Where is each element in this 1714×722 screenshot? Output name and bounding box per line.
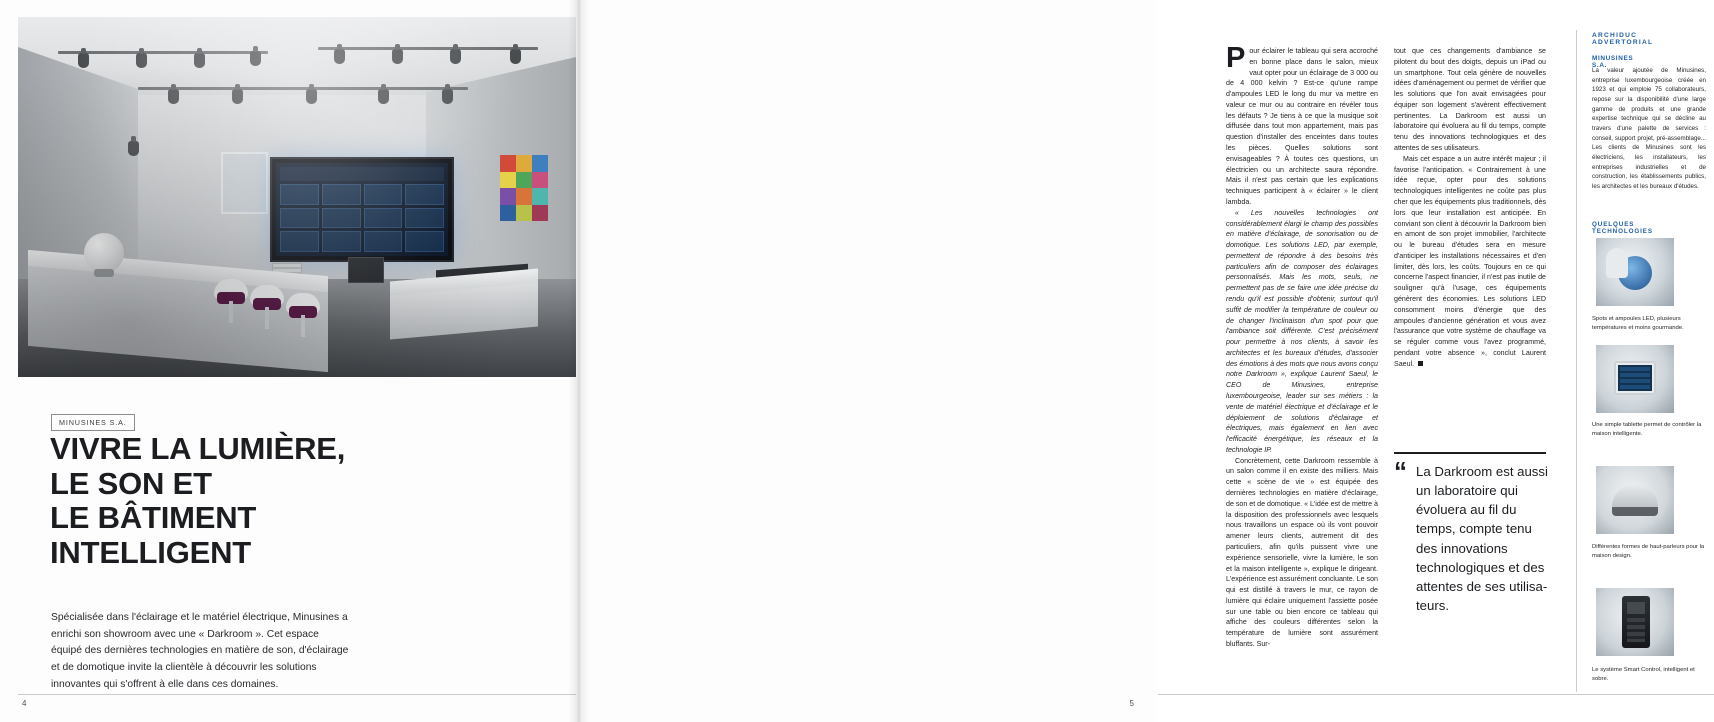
rail-company-text: La valeur ajoutée de Minusines, entreprise luxembourgeoise créée en 1923 et qui emploie 75 collaborateurs, repose sur la disponibilité d'une large gamme de produits et une grande expertise technique qui se décline au travers d'une palette de services : conseil, support projet, pré-assemblage... Les clients de Minusines sont les électriciens, les installateurs, les entreprises industrielles et de construction, les établissements publics, les architectes et les bureaux d'études. [1592,67,1706,191]
pull-quote: La Darkroom est aussi un laboratoire qui évoluera au fil du temps, compte tenu des innovations technologiques et des attentes de ses utilisa-teurs. [1416,464,1548,613]
led-spot-icon [1596,238,1674,306]
rail-caption: Différentes formes de haut-parleurs pour la maison design. [1592,544,1705,559]
rail-divider [1576,30,1577,692]
hero-photo [18,17,576,377]
body-column-left [1226,42,1378,650]
right-page [578,0,1706,722]
photo-lighting-overlay [18,17,576,377]
rail-caption: Le système Smart Control, intelligent et sobre. [1592,667,1695,682]
smart-control-icon [1596,588,1674,656]
left-page-rule [18,694,576,695]
body-paragraph [1226,42,1378,208]
folio-left: 4 [22,699,27,708]
standfirst: Spécialisée dans l'éclairage et le matériel électrique, Minusines a enrichi son showroom avec une « Darkroom ». Cet espace équipé des dernières technologies en matière de son, d'éclairage et de domotique invite la clientèle à découvrir les solutions innovantes qui s'offrent à elle dans ces domaines. [51,612,349,690]
headline-line-4: INTELLIGENT [50,535,252,571]
pullquote-rule [1394,452,1546,454]
drop-cap: P [1226,42,1246,74]
speaker-icon [1596,466,1674,534]
rail-caption: Spots et ampoules LED, plusieurs températures et moins gourmande. [1592,316,1684,331]
rail-tech-title: QUELQUES TECHNOLOGIES [1592,221,1653,235]
paragraph-text: our éclairer le tableau qui sera accroché en bonne place dans le salon, mieux vaut opter pour un éclairage de 3 000 ou de 4 000 kelvin ? Est-ce qu'une rampe d'ampoules LED le long du mur va mettre en valeur ce mur ou au contraire en révéler tous les défauts ? Je tiens à ce que la musique soit diffusée dans tout mon appartement, mais pas question d'installer des enceintes dans toutes les pièces. Quelles solutions sont envisageables ? À toutes ces questions, un électricien ou un architecte saura répondre. Mais il n'est pas certain que les explications techniques participent à « éclairer » le client lambda. [1226,47,1378,206]
body-paragraph: « Les nouvelles technologies ont considérablement élargi le champ des possibles en matière d'éclairage, de sonorisation ou de domotique. Les solutions LED, par exemple, permettent de répondre à des besoins très particuliers afin de composer des éclairages personnalisés. Mais les mots, seuls, ne permettent pas de se faire une idée précise du rendu qu'il est possible d'obtenir, surtout qu'il suffit de modifier la température de couleur ou de changer l'inclinaison d'un spot pour que l'ambiance soit différente. C'est précisément pour permettre à nos clients, à savoir les architectes et les bureaux d'études, d'associer des émotions à des mots que nous avons conçu notre Darkroom », explique Laurent Saeul, le CEO de Minusines, entreprise luxembourgeoise, leader sur ses métiers : la vente de matériel électrique et d'éclairage et le déploiement de solutions d'éclairage et électriques, mais également en lien avec l'efficacité énergétique, les réseaux et la technologie IP. [1226,208,1378,454]
end-mark [1418,361,1423,366]
body-paragraph: Concrètement, cette Darkroom ressemble à un salon comme il en existe des milliers. Mais cette « scène de vie » est équipée des dernières technologies en matière d'éclairage, de son et de domotique. « L'idée est de mettre à la disposition des professionnels avec lesquels nous travaillons un espace où ils vont pouvoir amener leurs clients, autrement dit des particuliers, afin qu'ils puissent vivre une expérience sensorielle, vivre la lumière, le son et la maison intelligente », explique le dirigeant. L'expérience est assurément concluante. Le son qui est distillé à travers le mur, ce rayon de lumière qui éclaire uniquement l'assiette posée sur une table ou bien encore ce tableau qui affiche des couleurs différentes selon la température de lumière sont assurément bluffants. Sur- [1226,456,1378,648]
headline-line-2: LE SON ET [50,465,212,501]
left-page [0,0,578,722]
body-paragraph [1394,154,1546,370]
page-title [50,432,450,571]
tablet-icon [1596,345,1674,413]
body-column-right [1394,46,1546,369]
folio-right: 5 [1129,699,1134,708]
kicker-badge: MINUSINES S.A. [51,414,135,431]
headline-line-1: VIVRE LA LUMIÈRE, [50,431,346,466]
rail-company-name: MINUSINES S.A. [1592,55,1634,69]
rail-header: ARCHIDUC ADVERTORIAL [1592,32,1654,46]
rail-caption: Une simple tablette permet de contrôler la maison intelligente. [1592,422,1702,437]
body-paragraph: tout que ces changements d'ambiance se pilotent du bout des doigts, depuis un iPad ou un smartphone. Tout cela génère de nouvelles idées d'aménagement ou permet de vérifier que les solutions que l'on avait envisagées pour équiper son logement s'avèrent effectivement pertinentes. La Darkroom est aussi un laboratoire qui évoluera au fil du temps, compte tenu des innovations technologiques et des attentes de ses utilisateurs. [1394,47,1546,153]
headline-line-3: LE BÂTIMENT [50,500,257,536]
paragraph-text: Mais cet espace a un autre intérêt majeur ; il favorise l'anticipation. « Contrairement à une idée reçue, opter pour des solutions technologiques intelligentes ne coûte pas plus cher que les équipements plus traditionnels, dès lors que leur installation est anticipée. En conviant son client à découvrir la Darkroom bien en amont de son projet immobilier, l'architecte ou le bureau d'études sera en mesure d'anticiper les installations nécessaires et d'en limiter, dès lors, les coûts. Toujours en ce qui concerne l'aspect financier, il n'est pas inutile de souligner qu'à l'usage, ces équipements génèrent des économies. Les solutions LED consomment moins d'énergie que des ampoules d'ancienne génération et vous avez l'assurance que votre système de chauffage va se réguler comme vous l'avez programmé, pendant votre absence », conclut Laurent Saeul. [1394,154,1546,368]
quote-mark-icon: “ [1394,456,1407,486]
right-page-rule [1158,694,1714,695]
